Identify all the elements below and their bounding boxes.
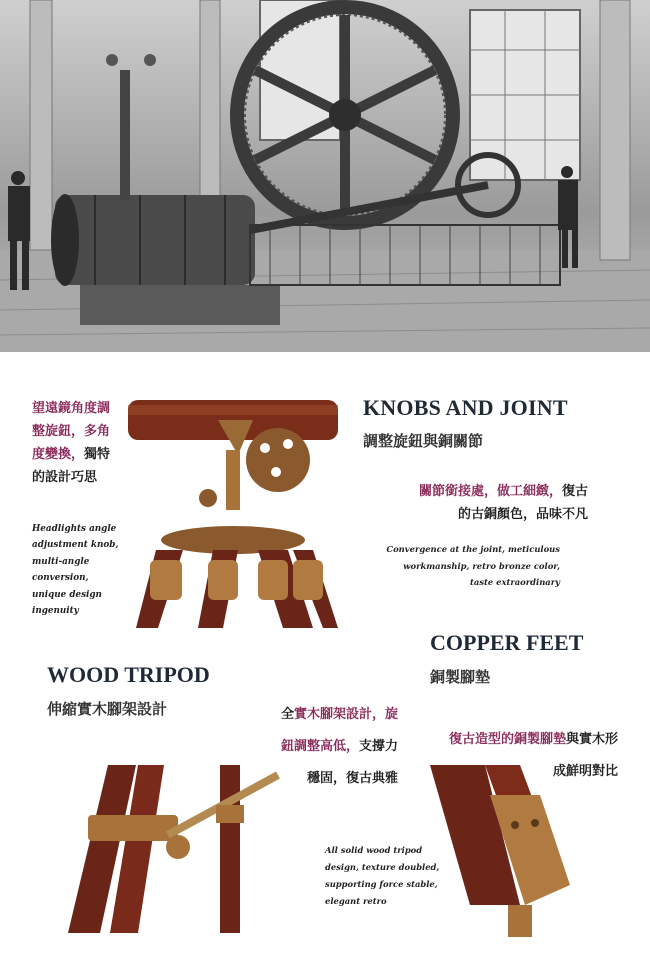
copper-feet-photo (430, 765, 570, 937)
angle-desc-line: 望遠鏡角度調 (32, 401, 111, 416)
en-line: elegant retro (325, 896, 387, 906)
angle-knob-english-description (32, 521, 132, 619)
wood-tripod-photo (68, 765, 288, 933)
knob-joint-photo (128, 400, 338, 628)
en-line: design, texture doubled, (325, 862, 440, 872)
en-line: ingenuity (32, 606, 79, 617)
copper-feet-description (420, 724, 618, 788)
knobs-subheading: 調整旋鈕與銅關節 (363, 432, 484, 450)
angle-desc-line: 度變換，獨特 (32, 447, 111, 462)
en-line: adjustment knob, (32, 540, 119, 551)
copper-feet-subheading: 銅製腳墊 (430, 668, 491, 686)
wood-tripod-heading: WOOD TRIPOD (47, 662, 210, 687)
knobs-desc-line: 的古銅顏色，品味不凡 (457, 507, 588, 522)
wood-desc-line: 穩固，復古典雅 (306, 771, 398, 786)
copper-desc-line: 復古造型的銅製腳墊與實木形 (448, 732, 618, 747)
copper-feet-heading: COPPER FEET (430, 630, 584, 655)
en-line: multi-angle (32, 556, 90, 567)
en-line: unique design (32, 589, 102, 600)
wood-desc-line: 全實木腳架設計，旋 (280, 707, 398, 722)
en-line: Convergence at the joint, meticulous (386, 544, 560, 554)
knobs-description (363, 480, 588, 526)
angle-desc-line: 的設計巧思 (32, 470, 98, 485)
angle-knob-description (32, 397, 124, 489)
knobs-english-description (380, 541, 560, 591)
knobs-desc-line: 關節銜接處，做工細緻，復古 (418, 484, 588, 499)
knobs-heading: KNOBS AND JOINT (363, 395, 568, 420)
angle-desc-line: 整旋鈕，多角 (32, 424, 111, 439)
copper-desc-line: 成鮮明對比 (552, 764, 618, 779)
en-line: conversion, (32, 573, 89, 584)
wood-tripod-subheading: 伸縮實木腳架設計 (47, 700, 168, 718)
en-line: taste extraordinary (470, 577, 560, 587)
wood-tripod-description (264, 699, 398, 795)
wood-desc-line: 鈕調整高低，支撐力 (280, 739, 398, 754)
en-line: All solid wood tripod (325, 845, 423, 855)
en-line: Headlights angle (32, 524, 117, 534)
en-line: supporting force stable, (325, 879, 438, 889)
en-line: workmanship, retro bronze color, (403, 560, 560, 571)
wood-tripod-english-description (325, 842, 445, 910)
steam-engine-illustration (0, 0, 650, 352)
